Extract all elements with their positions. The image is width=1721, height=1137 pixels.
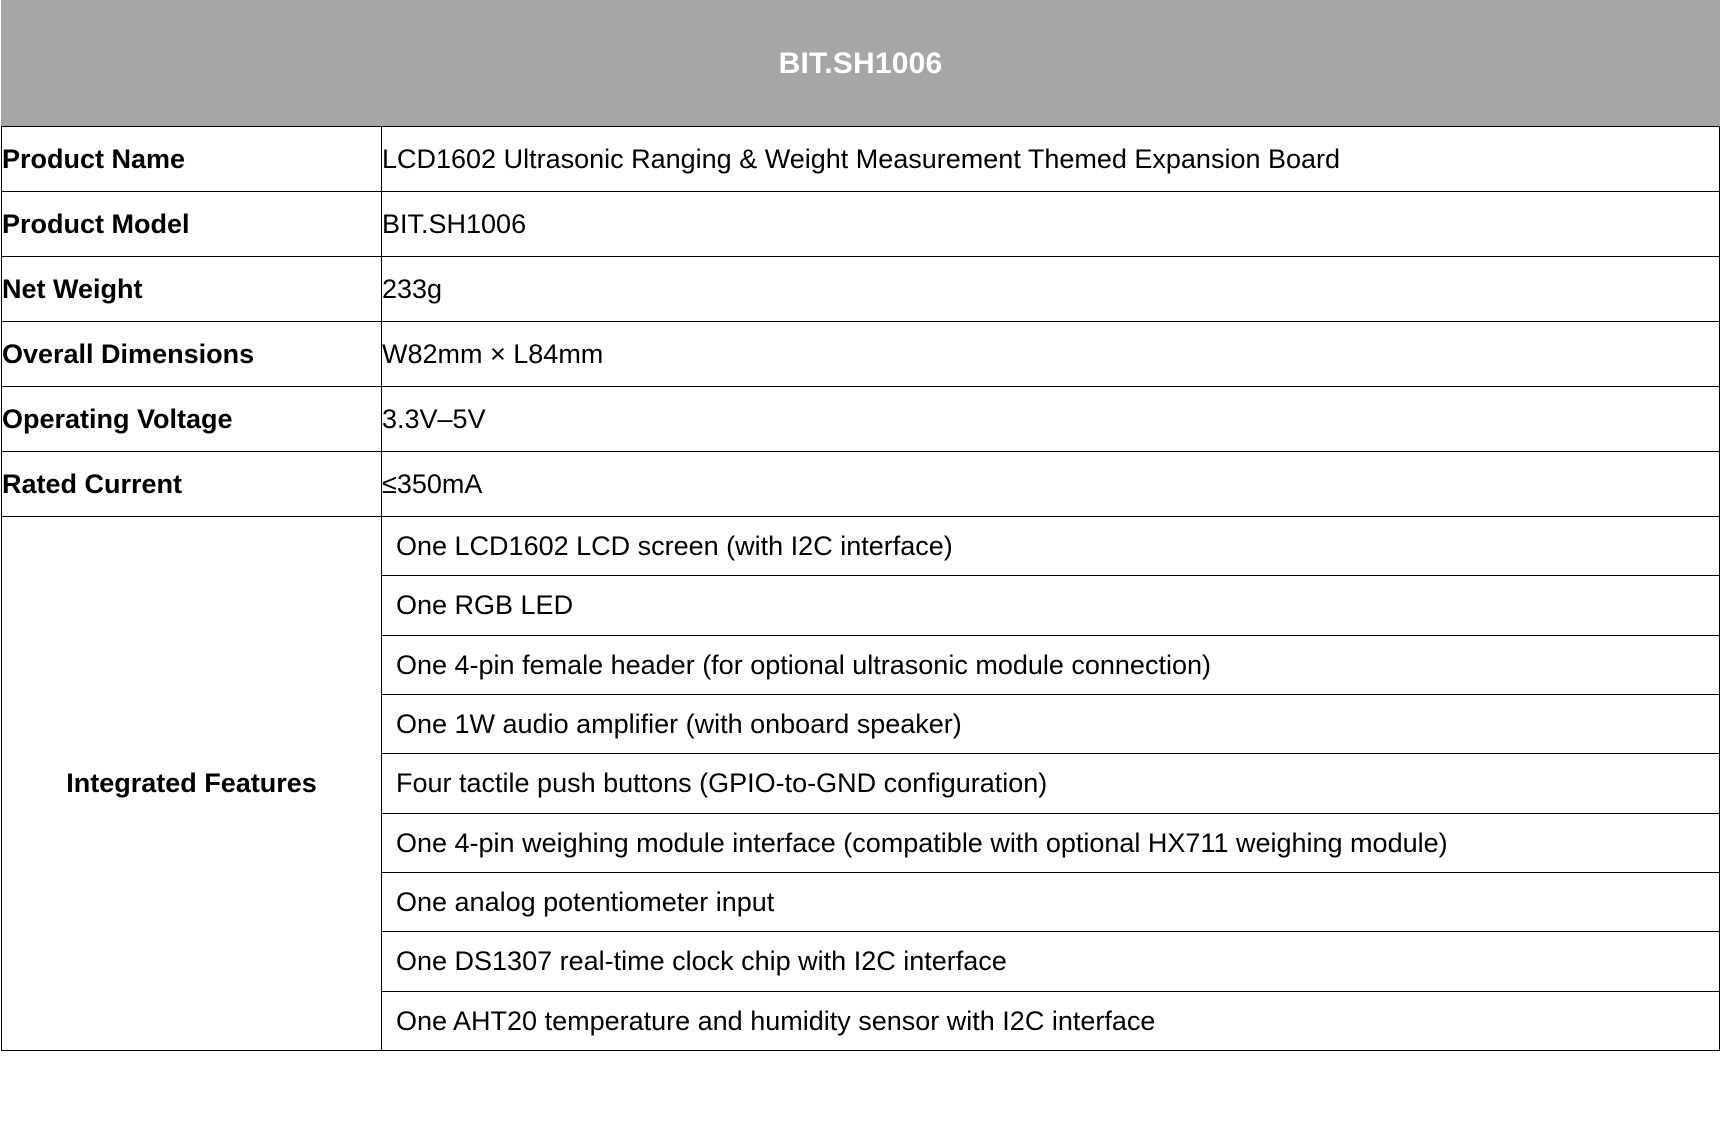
- list-item: [382, 813, 1719, 872]
- document-title-cell: [2, 1, 1720, 127]
- row-value-overall-dimensions: W82mm × L84mm: [382, 322, 1720, 387]
- row-value-product-name: LCD1602 Ultrasonic Ranging & Weight Measurement Themed Expansion Board: [382, 127, 1720, 192]
- row-label-integrated-features: Integrated Features: [2, 517, 382, 1051]
- list-item: [382, 635, 1719, 694]
- table-row: [2, 257, 1720, 322]
- specification-table: [1, 0, 1720, 1051]
- list-item: [382, 932, 1719, 991]
- row-value-rated-current: ≤350mA: [382, 452, 1720, 517]
- feature-item-1: One LCD1602 LCD screen (with I2C interface): [382, 517, 1719, 576]
- table-row-integrated-features: [2, 517, 1720, 1051]
- row-value-operating-voltage: 3.3V–5V: [382, 387, 1720, 452]
- list-item: [382, 872, 1719, 931]
- feature-item-7: One analog potentiometer input: [382, 872, 1719, 931]
- table-row: [2, 322, 1720, 387]
- table-row: [2, 127, 1720, 192]
- row-label-net-weight: Net Weight: [2, 257, 382, 322]
- table-row: [2, 452, 1720, 517]
- features-list: [382, 517, 1719, 1050]
- feature-item-2: One RGB LED: [382, 576, 1719, 635]
- table-header-row: [2, 1, 1720, 127]
- feature-item-3: One 4-pin female header (for optional ultrasonic module connection): [382, 635, 1719, 694]
- row-label-product-name: Product Name: [2, 127, 382, 192]
- table-row: [2, 387, 1720, 452]
- row-value-product-model: BIT.SH1006: [382, 192, 1720, 257]
- row-label-product-model: Product Model: [2, 192, 382, 257]
- table-row: [2, 192, 1720, 257]
- page-title: BIT.SH1006: [778, 46, 943, 80]
- feature-item-4: One 1W audio amplifier (with onboard speaker): [382, 694, 1719, 753]
- feature-item-5: Four tactile push buttons (GPIO-to-GND configuration): [382, 754, 1719, 813]
- row-label-operating-voltage: Operating Voltage: [2, 387, 382, 452]
- list-item: [382, 694, 1719, 753]
- list-item: [382, 754, 1719, 813]
- row-label-overall-dimensions: Overall Dimensions: [2, 322, 382, 387]
- feature-item-6: One 4-pin weighing module interface (compatible with optional HX711 weighing module): [382, 813, 1719, 872]
- row-value-net-weight: 233g: [382, 257, 1720, 322]
- list-item: [382, 517, 1719, 576]
- feature-item-8: One DS1307 real-time clock chip with I2C interface: [382, 932, 1719, 991]
- feature-item-9: One AHT20 temperature and humidity sensor with I2C interface: [396, 1005, 1156, 1036]
- integrated-features-cell: [382, 517, 1720, 1051]
- row-label-rated-current: Rated Current: [2, 452, 382, 517]
- list-item: [382, 991, 1719, 1050]
- list-item: [382, 576, 1719, 635]
